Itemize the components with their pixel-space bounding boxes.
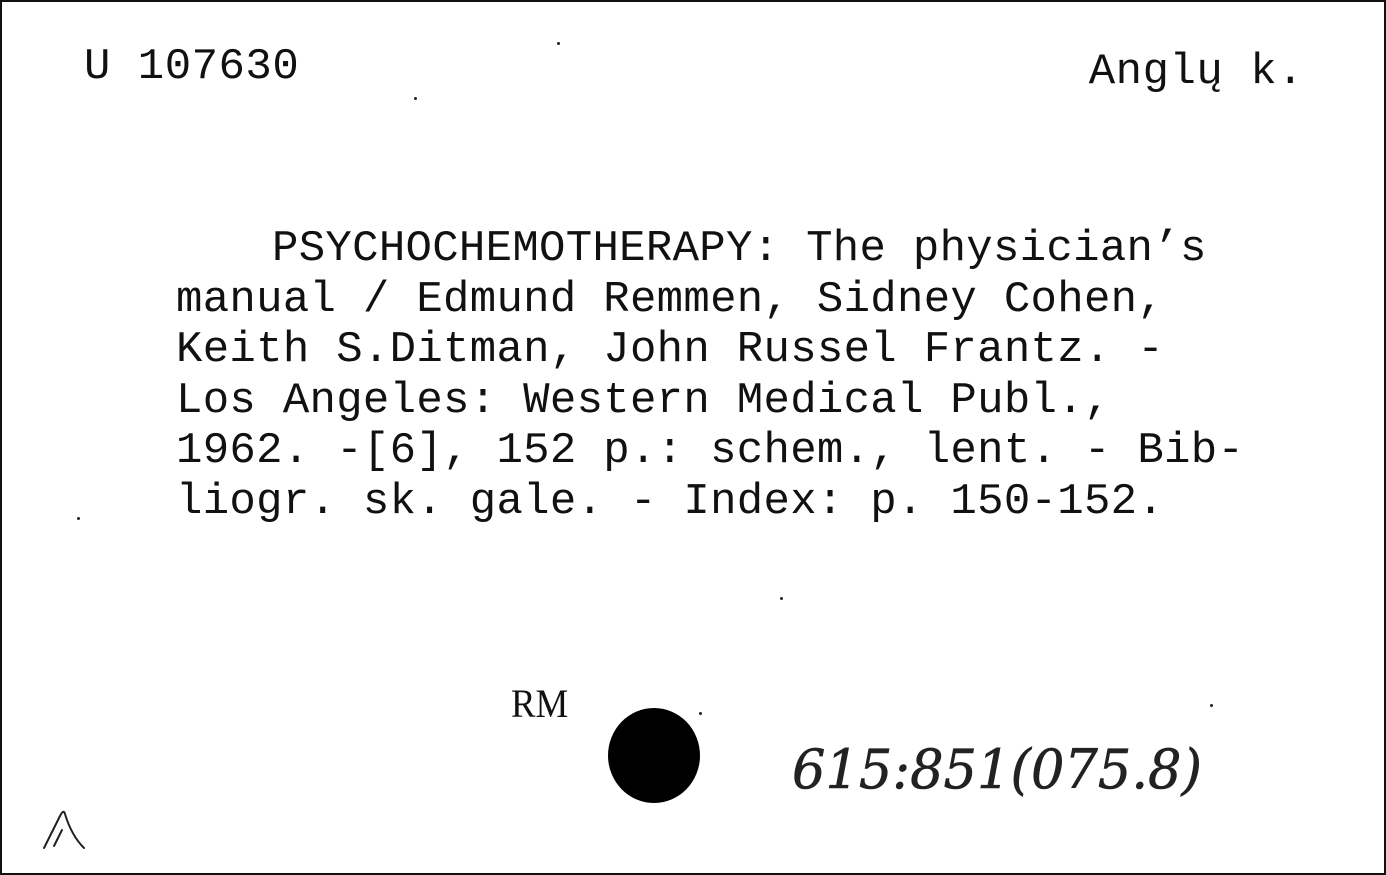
speck	[557, 42, 560, 45]
stamp-dot-icon	[608, 708, 700, 803]
entry-line: 1962. -[6], 152 p.: schem., lent. - Bib-	[176, 426, 1245, 476]
bibliographic-entry	[176, 224, 1376, 527]
classification-number	[792, 732, 1222, 812]
call-number: U 107630	[84, 42, 300, 92]
speck	[1210, 704, 1213, 707]
speck	[414, 97, 417, 100]
entry-line: Keith S.Ditman, John Russel Frantz. -	[176, 325, 1165, 375]
pencil-mark-icon	[40, 802, 90, 854]
speck	[699, 712, 702, 715]
entry-line: manual / Edmund Remmen, Sidney Cohen,	[176, 274, 1165, 325]
classification-text: 615:851(075.8)	[792, 738, 1202, 801]
entry-line: liogr. sk. gale. - Index: p. 150-152.	[176, 476, 1165, 527]
entry-line: Los Angeles: Western Medical Publ.,	[176, 375, 1111, 426]
stamp-label: RM	[511, 681, 569, 726]
entry-line: PSYCHOCHEMOTHERAPY: The physician’s	[272, 224, 1207, 274]
language-note: Anglų k.	[1088, 47, 1304, 97]
speck	[77, 517, 80, 520]
speck	[780, 597, 783, 600]
